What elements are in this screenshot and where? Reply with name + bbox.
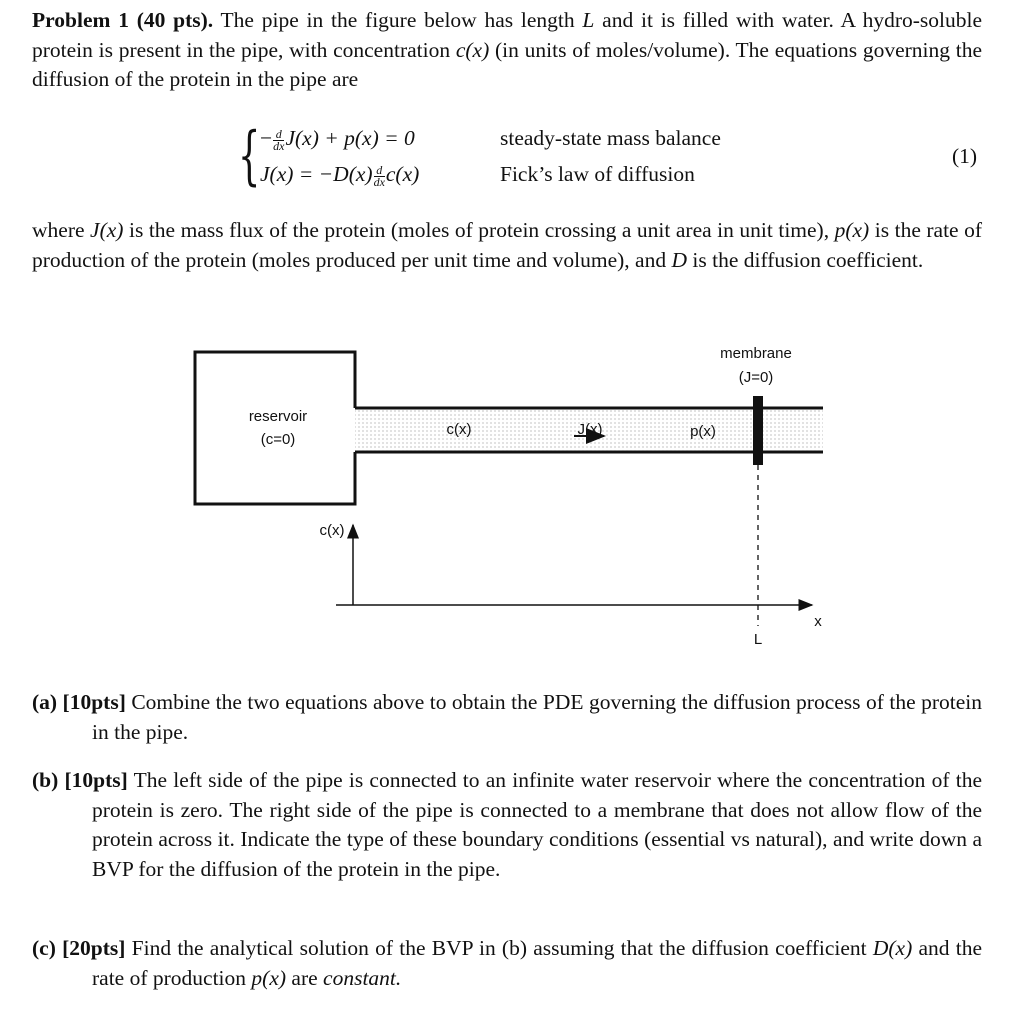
question-b-label: (b) bbox=[32, 768, 59, 792]
membrane-condition: (J=0) bbox=[738, 369, 774, 386]
reservoir-outline bbox=[195, 352, 355, 504]
problem-intro bbox=[32, 6, 982, 95]
question-c bbox=[32, 934, 982, 993]
y-axis-label: c(x) bbox=[319, 522, 345, 539]
def-flux-text: is the mass flux of the protein (moles of protein crossing a unit area in unit time), bbox=[128, 218, 830, 242]
definitions-paragraph bbox=[32, 216, 982, 275]
membrane-bar bbox=[753, 396, 763, 465]
question-c-text-1: Find the analytical solution of the BVP in (b) assuming that the diffusion coefficient bbox=[131, 936, 867, 960]
equation-system bbox=[238, 119, 798, 196]
question-c-constant: constant. bbox=[323, 965, 402, 990]
pipe-concentration-label: c(x) bbox=[446, 421, 472, 438]
def-flux-symbol: J(x) bbox=[90, 218, 124, 242]
length-label: L bbox=[753, 631, 763, 648]
pipe-flux-label: J(x) bbox=[577, 421, 603, 438]
eq1-body: J(x) + p(x) = 0 bbox=[285, 126, 415, 150]
intro-concentration-symbol: c(x) bbox=[455, 37, 490, 62]
def-where: where bbox=[32, 218, 85, 242]
pipe-production-label: p(x) bbox=[690, 423, 716, 440]
left-brace: { bbox=[238, 119, 261, 193]
eq1-derivative: $\frac{d}{dx}$ bbox=[273, 126, 285, 153]
def-production-symbol: p(x) bbox=[834, 218, 870, 242]
question-c-diffusion-symbol: D(x) bbox=[872, 936, 913, 960]
reservoir-label: reservoir bbox=[248, 408, 308, 425]
eq1-minus: − bbox=[260, 126, 273, 150]
eq2-derivative: $\frac{d}{dx}$ bbox=[373, 162, 385, 189]
question-c-label: (c) bbox=[32, 936, 56, 960]
x-axis-label: x bbox=[814, 613, 822, 630]
membrane-label: membrane bbox=[720, 345, 792, 362]
question-c-text-2: and the rate of production bbox=[92, 936, 983, 990]
intro-length-symbol: L bbox=[582, 8, 595, 32]
pipe-diagram bbox=[150, 330, 850, 660]
intro-text-1: The pipe in the figure below has length bbox=[220, 8, 575, 32]
reservoir-condition: (c=0) bbox=[260, 431, 296, 448]
def-production-text: is the rate of production of the protein (moles produced per unit time and volume), and bbox=[32, 218, 983, 272]
question-b-points: [10pts] bbox=[64, 768, 128, 792]
question-b-text: The left side of the pipe is connected to an infinite water reservoir where the concentration of the protein is zero. The right side of the pipe is connected to a membrane that does not allow flow of the protein across it. Indicate the type of these boundary conditions (essential vs natural), and write down a BVP for the diffusion of the protein in the pipe. bbox=[92, 768, 982, 881]
equation-number: (1) bbox=[952, 144, 978, 168]
equation-row-fick bbox=[260, 162, 419, 188]
def-diffusion-text: is the diffusion coefficient. bbox=[692, 247, 924, 272]
intro-text-3: (in units of moles/volume). The equations governing the diffusion of the protein in the pipe are bbox=[32, 37, 983, 91]
question-c-production-symbol: p(x) bbox=[251, 965, 287, 990]
eq2-lead: J(x) = −D(x) bbox=[260, 162, 373, 186]
eq1-description: steady-state mass balance bbox=[500, 126, 721, 150]
question-b bbox=[32, 766, 982, 884]
question-c-text-3: are bbox=[291, 965, 318, 990]
def-diffusion-symbol: D bbox=[671, 247, 687, 272]
equation-row-mass-balance bbox=[260, 126, 415, 152]
question-a-text: Combine the two equations above to obtain the PDE governing the diffusion process of the protein in the pipe. bbox=[92, 690, 982, 744]
question-c-points: [20pts] bbox=[62, 936, 126, 960]
question-a-label: (a) bbox=[32, 690, 58, 714]
intro-text-2: and it is filled with water. A hydro-soluble protein is present in the pipe, with concentration bbox=[32, 8, 982, 62]
eq2-description: Fick’s law of diffusion bbox=[500, 162, 695, 186]
question-a bbox=[32, 688, 982, 747]
problem-title: Problem 1 (40 pts). bbox=[32, 8, 214, 32]
question-a-points: [10pts] bbox=[62, 690, 126, 714]
eq2-body: c(x) bbox=[385, 162, 420, 186]
